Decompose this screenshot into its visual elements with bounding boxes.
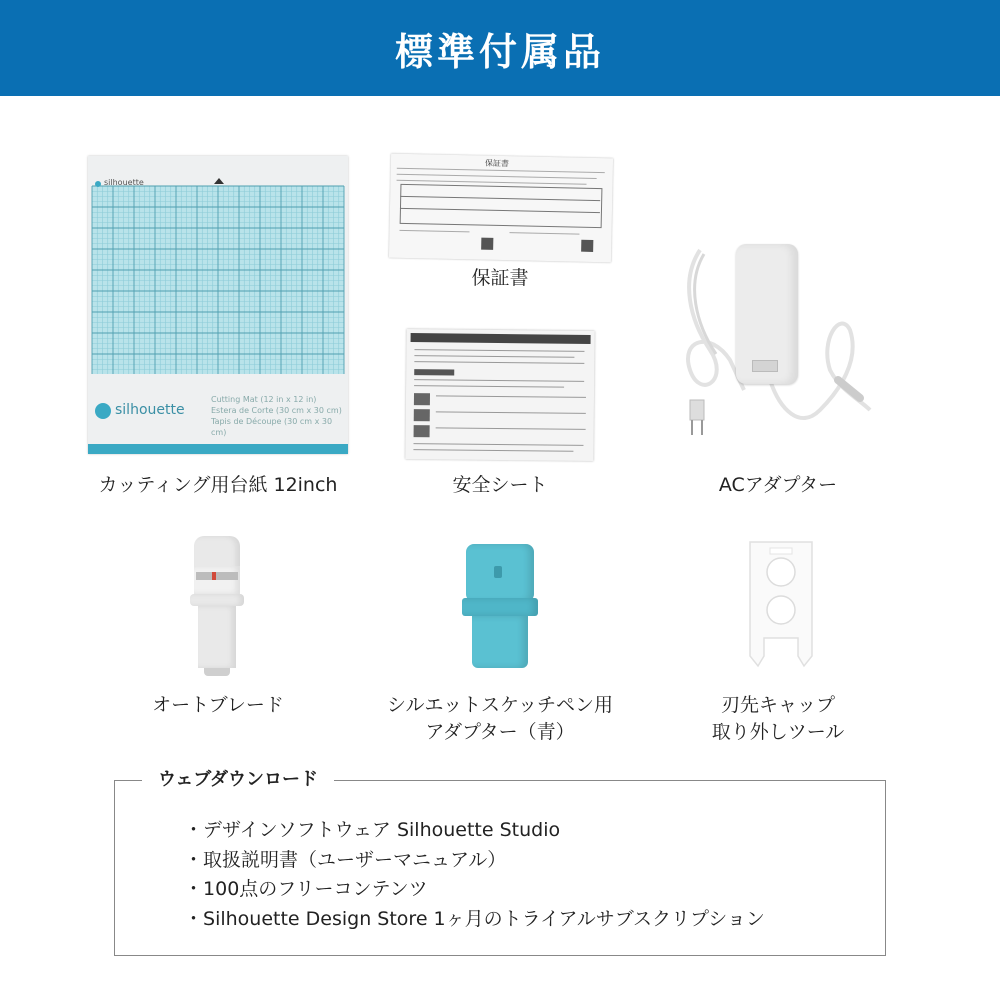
warranty-label: 保証書 [471,267,529,289]
header-banner [0,0,1000,96]
pen-adapter-label [350,692,650,746]
mat-brand-logo: silhouette [115,402,185,418]
list-item: ・ 取扱説明書（ユーザーマニュアル） [184,846,765,876]
warranty-doc-title: 保証書 [484,158,510,169]
cutting-mat-label: カッティング用台紙 12inch [98,474,338,496]
mat-text-2: Estera de Corte (30 cm x 30 cm) [211,406,342,415]
pen-adapter-label-line1: シルエットスケッチペン用 [386,694,613,716]
mat-text-block [211,394,348,438]
cap-tool-label-line1: 刃先キャップ [720,694,835,716]
list-item: ・ 100点のフリーコンテンツ [184,875,765,905]
mat-brand-small: silhouette [104,178,144,187]
warranty-card-image [389,154,613,263]
cutting-mat-image [88,156,348,454]
web-download-list [184,816,765,934]
pen-adapter-label-line2: アダプター（青） [425,721,575,743]
cap-tool-label [628,692,928,746]
list-item: ・ デザインソフトウェア Silhouette Studio [184,816,765,846]
safety-sheet-label: 安全シート [452,474,548,496]
page-title: 標準付属品 [394,29,605,74]
mat-text-3: Tapis de Découpe (30 cm x 30 cm) [211,417,333,437]
auto-blade-label: オートブレード [152,694,284,716]
list-item: ・ Silhouette Design Store 1ヶ月のトライアルサブスクリプション [184,905,765,935]
mat-text-1: Cutting Mat (12 in x 12 in) [211,395,317,404]
ac-adapter-label: ACアダプター [718,474,838,496]
web-download-title: ウェブダウンロード [142,766,334,794]
cap-tool-label-line2: 取り外しツール [711,721,845,743]
safety-sheet-image [405,329,594,461]
